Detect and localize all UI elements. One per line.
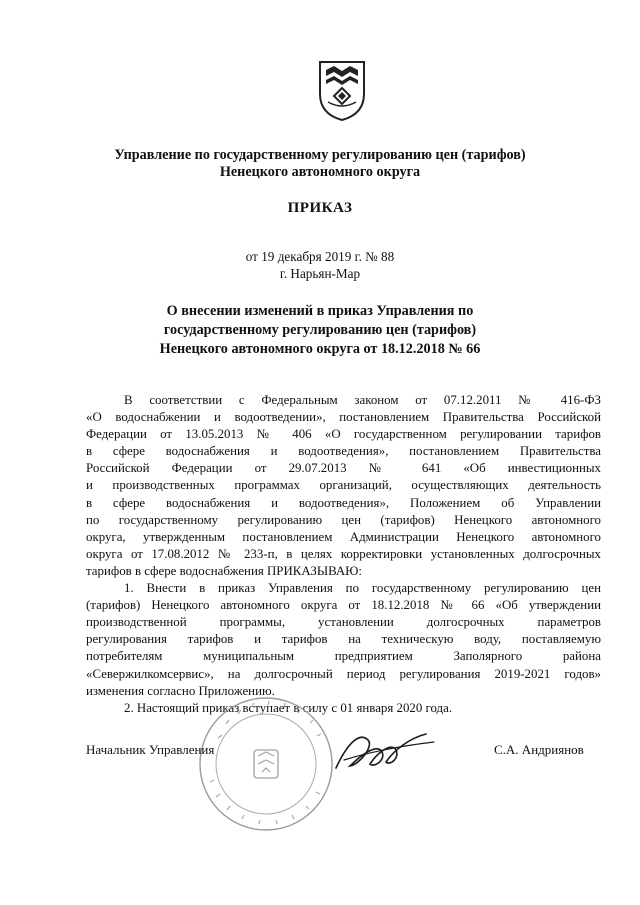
body-line: В соответствии с Федеральным законом от 07.12.2011 № 416-ФЗ	[124, 393, 601, 407]
order-date-number: от 19 декабря 2019 г. № 88	[245, 249, 395, 264]
body-line: «Севержилкомсервис», на долгосрочный период регулирования 2019-2021 годов»	[86, 666, 601, 681]
body-line: и производственных программах организаций, осуществляющих деятельность	[86, 478, 601, 493]
body-line: округа от 17.08.2012 № 233-п, в целях корректировки установленных долгосрочных	[86, 546, 601, 561]
body-line: Федерации от 13.05.2013 № 406 «О государственном регулировании тарифов	[86, 427, 601, 442]
organization-name-line2: Ненецкого автономного округа	[219, 164, 421, 180]
official-stamp	[196, 694, 336, 834]
order-place: г. Нарьян-Мар	[279, 266, 361, 281]
signatory-position: Начальник Управления	[86, 742, 215, 757]
body-line: регулирования тарифов и тарифов на техническую воду, поставляемую	[86, 632, 601, 647]
signatory-name: С.А. Андриянов	[494, 742, 584, 757]
body-line: производственной программы, установлении долгосрочных параметров	[86, 615, 601, 630]
body-line: тарифов в сфере водоснабжения ПРИКАЗЫВАЮ:	[86, 563, 362, 578]
coat-of-arms-emblem	[316, 58, 368, 122]
organization-name-line1: Управление по государственному регулированию цен (тарифов)	[114, 147, 526, 163]
body-line: 2. Настоящий приказ вступает в силу с 01 января 2020 года.	[124, 700, 453, 715]
body-line: по государственному регулированию цен (тарифов) Ненецкого автономного	[86, 512, 601, 527]
subject-line3: Ненецкого автономного округа от 18.12.2018 № 66	[159, 341, 481, 357]
body-line: округа, утвержденным постановлением Администрации Ненецкого автономного	[86, 529, 601, 544]
body-line: изменения согласно Приложению.	[86, 683, 275, 698]
order-body	[86, 392, 601, 717]
body-line: (тарифов) Ненецкого автономного округа от 18.12.2018 № 66 «Об утверждении	[86, 598, 601, 613]
body-line: в сфере водоснабжения и водоотведения», постановлением Правительства	[86, 444, 601, 459]
body-line: 1. Внести в приказ Управления по государственному регулированию цен	[124, 581, 601, 596]
handwritten-signature	[330, 722, 440, 782]
body-line: «О водоснабжении и водоотведении», постановлением Правительства Российской	[86, 410, 601, 425]
body-line: потребителям муниципальным предприятием Заполярного района	[86, 649, 601, 664]
body-line: в сфере водоснабжения и водоотведения», Положением об Управлении	[86, 495, 601, 510]
document-title: ПРИКАЗ	[287, 200, 353, 216]
body-line: Российской Федерации от 29.07.2013 № 641 «Об инвестиционных	[86, 461, 601, 476]
subject-line1: О внесении изменений в приказ Управления по	[166, 303, 474, 319]
subject-line2: государственному регулированию цен (тарифов)	[163, 322, 477, 338]
